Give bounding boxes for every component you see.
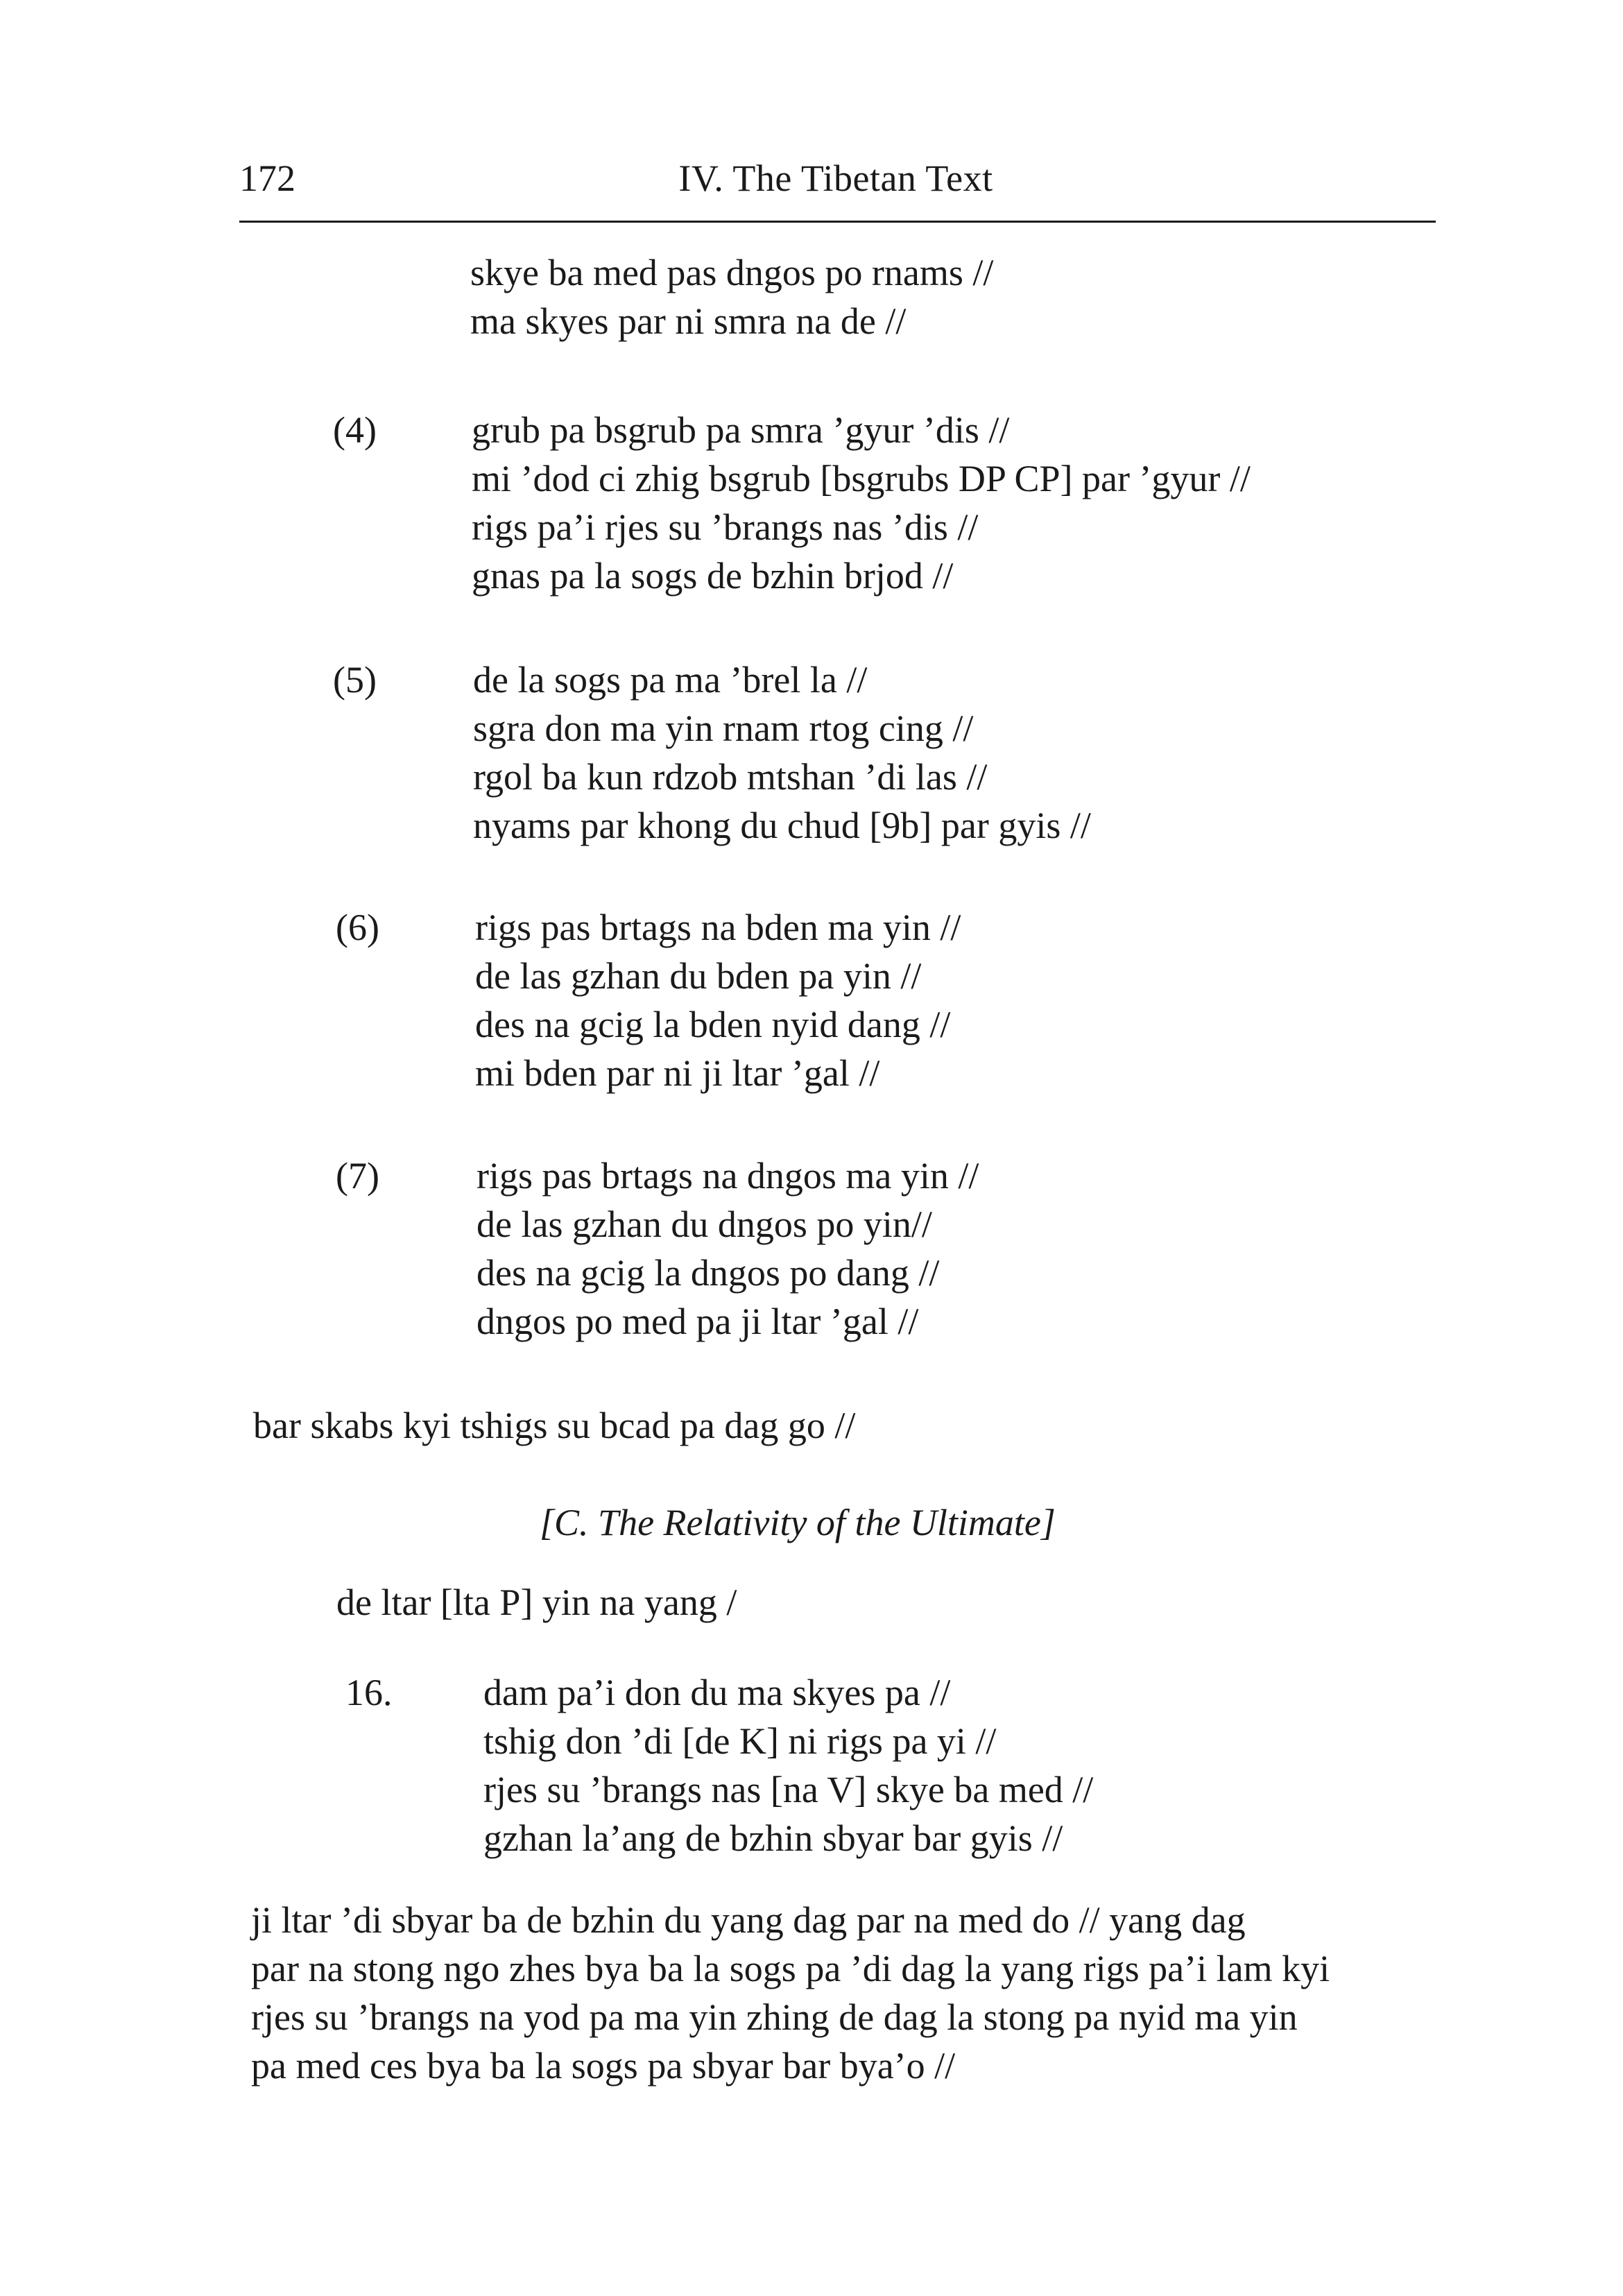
paragraph-line: par na stong ngo zhes bya ba la sogs pa ’di dag la yang rigs pa’i lam kyi (251, 1948, 1330, 1989)
verse-line: rjes su ’brangs nas [na V] skye ba med // (483, 1769, 1094, 1810)
paragraph-line: pa med ces bya ba la sogs pa sbyar bar bya’o // (251, 2045, 956, 2087)
running-title: IV. The Tibetan Text (678, 157, 993, 199)
verse-line: rigs pas brtags na dngos ma yin // (476, 1155, 979, 1197)
verse-line: des na gcig la dngos po dang // (476, 1252, 940, 1294)
header-rule (239, 221, 1436, 223)
verse-16 (483, 1668, 1093, 1862)
verse-6 (475, 903, 961, 1097)
verse-line: dam pa’i don du ma skyes pa // (483, 1672, 951, 1713)
verse-line: skye ba med pas dngos po rnams // (470, 252, 994, 293)
verse-number: (4) (333, 409, 377, 451)
verse-line: dngos po med pa ji ltar ’gal // (476, 1301, 919, 1342)
verse-line: grub pa bsgrub pa smra ’gyur ’dis // (472, 409, 1010, 451)
verse-number: (7) (336, 1155, 379, 1197)
page-header (239, 154, 1432, 223)
verse-line: mi ’dod ci zhig bsgrub [bsgrubs DP CP] par ’gyur // (472, 458, 1251, 499)
paragraph-line: rjes su ’brangs na yod pa ma yin zhing de dag la stong pa nyid ma yin (251, 1996, 1298, 2038)
closing-paragraph (251, 1896, 1458, 2090)
verse-continuation (470, 248, 993, 345)
verse-5 (473, 656, 1091, 850)
verse-line: mi bden par ni ji ltar ’gal // (475, 1052, 880, 1094)
verse-number: 16. (345, 1672, 393, 1713)
verse-line: rgol ba kun rdzob mtshan ’di las // (473, 756, 988, 798)
verse-7 (476, 1151, 979, 1346)
verse-line: rigs pas brtags na bden ma yin // (475, 907, 961, 948)
verse-line: de las gzhan du bden pa yin // (475, 955, 922, 997)
verse-number: (5) (333, 659, 377, 701)
verse-4 (472, 406, 1251, 600)
verse-line: nyams par khong du chud [9b] par gyis // (473, 805, 1091, 846)
verse-line: gzhan la’ang de bzhin sbyar bar gyis // (483, 1817, 1063, 1859)
verse-line: des na gcig la bden nyid dang // (475, 1004, 951, 1045)
verse-line: rigs pa’i rjes su ’brangs nas ’dis // (472, 506, 979, 548)
interlude-line: bar skabs kyi tshigs su bcad pa dag go // (253, 1405, 856, 1446)
verse-line: sgra don ma yin rnam rtog cing // (473, 708, 974, 749)
verse-line: ma skyes par ni smra na de // (470, 300, 907, 342)
verse-line: gnas pa la sogs de bzhin brjod // (472, 555, 954, 597)
verse-number: (6) (336, 907, 379, 948)
verse-line: de la sogs pa ma ’brel la // (473, 659, 868, 701)
verse-line: tshig don ’di [de K] ni rigs pa yi // (483, 1720, 997, 1762)
verse-line: de las gzhan du dngos po yin// (476, 1203, 932, 1245)
page-number: 172 (239, 157, 295, 199)
paragraph-line: ji ltar ’di sbyar ba de bzhin du yang dag par na med do // yang dag (251, 1899, 1246, 1941)
intro-line: de ltar [lta P] yin na yang / (336, 1582, 737, 1623)
section-heading: [C. The Relativity of the Ultimate] (540, 1502, 1056, 1543)
